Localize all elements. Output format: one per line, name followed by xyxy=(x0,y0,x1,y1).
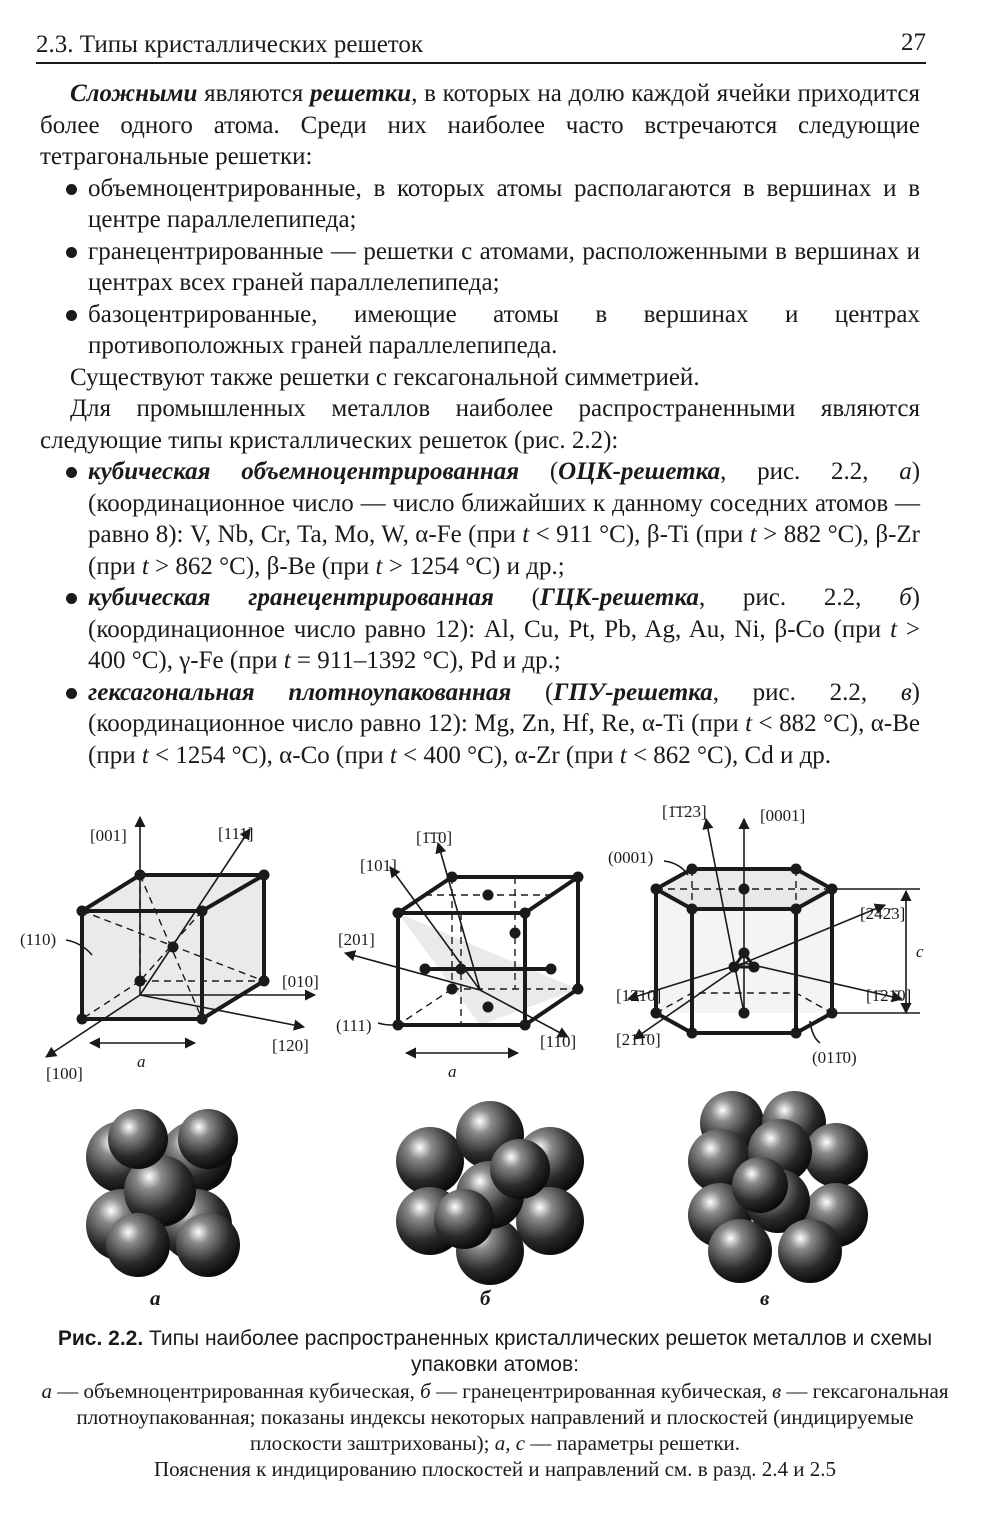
hcp-unit-cell xyxy=(608,805,924,1067)
fcc-unit-cell xyxy=(336,828,584,1081)
hcp-label-c: c xyxy=(916,942,924,961)
figure-2-2 xyxy=(20,805,980,1325)
paragraph-industrial-metals: Для промышленных металлов наиболее распространенными являются следующие типы кристаллических решеток (рис. 2.2): xyxy=(40,395,920,454)
bcc-label-111: [111] xyxy=(218,824,254,843)
text-span: , рис. 2.2, xyxy=(712,678,901,706)
tetragonal-list xyxy=(40,173,920,362)
fcc-label-a: a xyxy=(448,1062,457,1081)
list-item-hcp xyxy=(40,677,920,772)
term-bcc-abbr: ОЦК-решетка xyxy=(558,458,721,485)
caption-letter: а xyxy=(41,1379,53,1403)
term-hcp-abbr: ГПУ-решетка xyxy=(553,678,713,706)
page-number: 27 xyxy=(901,29,926,56)
term-hcp: гексагональная плотноупакованная xyxy=(88,678,512,706)
text-span: , рис. 2.2, xyxy=(698,584,900,611)
var-t: t xyxy=(283,647,291,674)
text-span: < 862 °C), Cd и др. xyxy=(626,741,832,769)
text-span: , в которых на долю каждой ячейки приходится более одного атома. Среди них наиболее часто встречаются следующие тетрагональные решетки: xyxy=(40,80,920,170)
fcc-label-201: [201] xyxy=(338,930,375,949)
fcc-label-111: (111) xyxy=(336,1016,372,1035)
text-span: ) (координационное число равно 12): Al, Cu, Pt, Pb, Ag, Au, Ni, β-Co (при xyxy=(88,584,920,643)
text-span: ( xyxy=(519,458,559,485)
bcc-label-010: [010] xyxy=(282,972,319,991)
text-span: = 911–1392 °C), Pd и др.; xyxy=(290,647,561,674)
text-span: < 911 °C), β-Ti (при xyxy=(529,521,750,548)
text-span: ( xyxy=(511,678,554,706)
hcp-label-0110: (011̄0) xyxy=(812,1048,857,1067)
caption-last: Пояснения к индицированию плоскостей и направлений см. в разд. 2.4 и 2.5 xyxy=(153,1457,837,1481)
caption-text: — гранецентрированная кубическая, xyxy=(430,1379,773,1403)
var-t: t xyxy=(389,741,397,769)
text-span: > 1254 °C) и др.; xyxy=(382,552,565,580)
text-span: ( xyxy=(493,584,540,611)
text-span: < 882 °C), α-Be (при xyxy=(88,710,920,769)
list-item: гранецентрированные — решетки с атомами, расположенными в вершинах и центрах всех граней параллелепипеда; xyxy=(40,236,920,299)
list-item-bcc xyxy=(40,456,920,582)
term-bcc: кубическая объемноцентрированная xyxy=(88,458,520,485)
bcc-label-a: a xyxy=(137,1052,146,1071)
term-complex: Сложными xyxy=(70,80,198,107)
var-t: t xyxy=(375,552,383,580)
term-fcc: кубическая гранецентрированная xyxy=(88,584,494,611)
caption-letter: в xyxy=(772,1379,782,1403)
fig-letter: а xyxy=(899,458,912,485)
var-t: t xyxy=(745,710,753,737)
list-item: базоцентрированные, имеющие атомы в вершинах и центрах противоположных граней параллелепипеда. xyxy=(40,299,920,362)
lattice-figure xyxy=(20,805,980,1325)
var-t: t xyxy=(141,552,149,580)
caption-text: — гексагональная плотноупакованная; показаны индексы некоторых направлений и плоскостей (индицируемые плоскости заштрихованы); xyxy=(76,1379,949,1455)
bcc-label-110: (110) xyxy=(20,930,57,949)
caption-letter: a, c xyxy=(494,1431,526,1455)
caption-title: Рис. 2.2. xyxy=(57,1327,144,1350)
text-span: < 400 °C), α-Zr (при xyxy=(396,741,620,769)
hcp-label-2423: [2̄42̄3] xyxy=(860,904,906,923)
term-fcc-abbr: ГЦК-решетка xyxy=(539,584,699,611)
text-span: < 1254 °C), α-Co (при xyxy=(148,741,390,769)
caption-body xyxy=(30,1378,960,1456)
hcp-label-0001: [0001] xyxy=(760,806,806,825)
fcc-packing xyxy=(396,1101,584,1285)
bcc-unit-cell xyxy=(20,817,319,1083)
hcp-label-plane-0001: (0001) xyxy=(608,848,654,867)
text-span: ) (координационное число равно 12): Mg, Zn, Hf, Re, α-Ti (при xyxy=(88,678,920,737)
text-span: , рис. 2.2, xyxy=(720,458,900,485)
var-t: t xyxy=(619,741,627,769)
lattice-types-list xyxy=(40,456,920,771)
text-span: > 882 °C), β-Zr (при xyxy=(88,521,920,580)
caption-text: — параметры решетки. xyxy=(525,1431,741,1455)
fcc-label-110: [110] xyxy=(540,1032,577,1051)
bcc-label-120: [120] xyxy=(272,1036,309,1055)
running-head xyxy=(36,24,926,64)
caption-text: — объемноцентрированная кубическая, xyxy=(52,1379,421,1403)
caption-line1: Типы наиболее распространенных кристаллических решеток металлов и схемы упаковки атомов: xyxy=(143,1327,933,1376)
var-t: t xyxy=(141,741,149,769)
hcp-label-1210: [12̄10] xyxy=(616,986,662,1005)
list-item: объемноцентрированные, в которых атомы располагаются в вершинах и в центре параллелепипеда; xyxy=(40,173,920,236)
paragraph-hexagonal: Существуют также решетки с гексагональной симметрией. xyxy=(70,363,700,391)
fig-label-a: а xyxy=(150,1286,161,1310)
bcc-label-100: [100] xyxy=(46,1064,83,1083)
var-t: t xyxy=(749,521,757,548)
caption-letter: б xyxy=(420,1379,431,1403)
bcc-label-001: [001] xyxy=(90,826,127,845)
body-text xyxy=(40,78,920,771)
caption-first xyxy=(30,1326,960,1378)
fig-letter: б xyxy=(899,584,912,611)
hcp-label-1210b: [1̄21̄0] xyxy=(866,986,912,1005)
figure-caption xyxy=(30,1326,960,1482)
hcp-label-1123: [1̄1̄23] xyxy=(662,805,707,821)
var-t: t xyxy=(890,615,898,643)
hcp-packing xyxy=(688,1091,868,1283)
list-item-fcc xyxy=(40,582,920,677)
fcc-label-101: [101] xyxy=(360,856,397,875)
fig-label-b: б xyxy=(480,1286,491,1310)
var-t: t xyxy=(522,521,530,548)
fig-label-v: в xyxy=(760,1286,770,1310)
paragraph-complex-lattices xyxy=(40,78,920,173)
section-title: 2.3. Типы кристаллических решеток xyxy=(36,31,424,58)
term-lattices: решетки xyxy=(310,80,412,107)
fcc-label-110bar: [1̄1̄0] xyxy=(416,828,453,847)
hcp-label-2110: [21̄1̄0] xyxy=(616,1030,661,1049)
fig-letter: в xyxy=(900,678,912,706)
text-span: являются xyxy=(197,80,310,107)
text-span: > 862 °C), β-Be (при xyxy=(148,552,376,580)
bcc-packing xyxy=(86,1109,240,1277)
text-span: ) (координационное число — число ближайших к данному соседних атомов — равно 8): V, Nb, Cr, Ta, Mo, W, α-Fe (при xyxy=(88,458,921,548)
text-span: > 400 °C), γ-Fe (при xyxy=(88,615,920,674)
